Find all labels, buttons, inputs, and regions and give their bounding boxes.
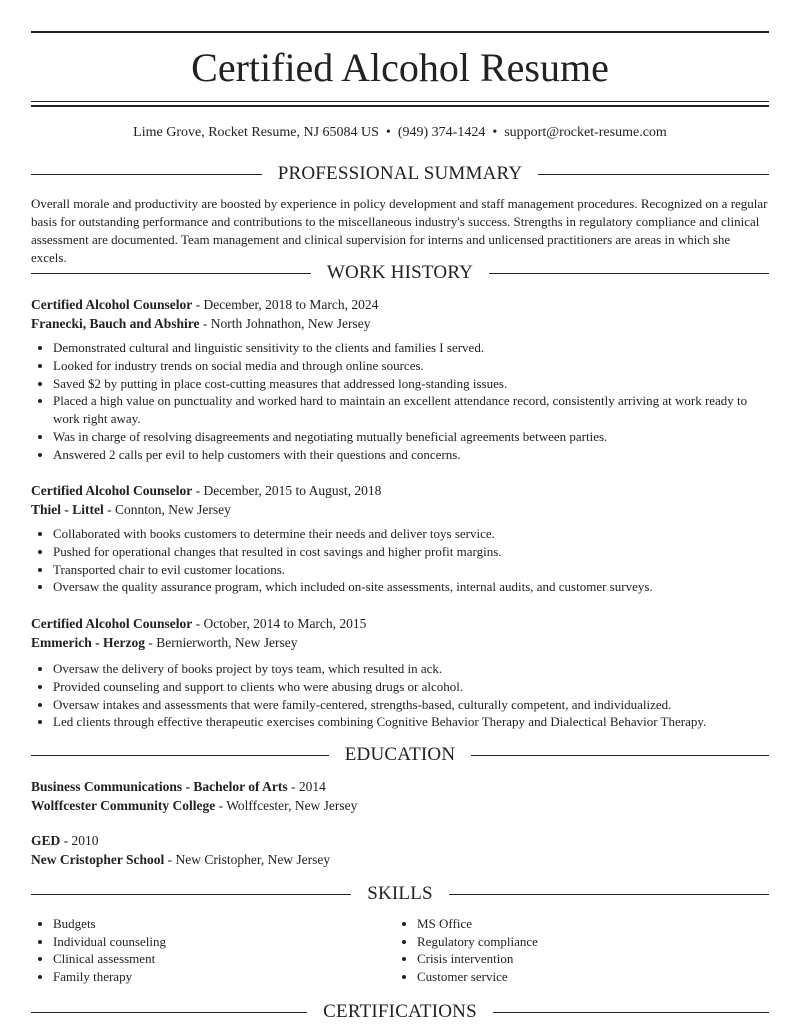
education-degree-line	[31, 831, 769, 850]
section-header-work	[31, 261, 769, 285]
section-header-education	[31, 743, 769, 767]
job-company-line	[31, 633, 769, 652]
job-company: Franecki, Bauch and Abshire	[31, 316, 200, 331]
education-location: - New Cristopher, New Jersey	[164, 852, 331, 867]
job-bullet: • Demonstrated cultural and linguistic sensitivity to the clients and families I served.	[53, 339, 769, 357]
job-bullet: • Pushed for operational changes that resulted in cost savings and higher profit margins.	[53, 543, 769, 561]
job-title: Certified Alcohol Counselor	[31, 616, 193, 631]
skill-item: • Regulatory compliance	[417, 933, 759, 951]
skill-item: • Family therapy	[53, 968, 395, 986]
job-bullets	[31, 660, 769, 731]
job-title: Certified Alcohol Counselor	[31, 297, 193, 312]
job-bullet: • Led clients through effective therapeutic exercises combining Cognitive Behavior Therapy and Dialectical Behavior Therapy.	[53, 713, 769, 731]
education-degree: GED	[31, 833, 61, 848]
job-title: Certified Alcohol Counselor	[31, 483, 193, 498]
job-entry	[31, 614, 769, 731]
skill-item: • Individual counseling	[53, 933, 395, 951]
job-bullets	[31, 339, 769, 464]
job-dates: - December, 2018 to March, 2024	[192, 297, 379, 312]
section-title-education: EDUCATION	[344, 744, 456, 765]
job-company: Thiel - Littel	[31, 502, 104, 517]
job-bullet: • Oversaw the delivery of books project by toys team, which resulted in ack.	[53, 660, 769, 678]
skill-item: • Clinical assessment	[53, 950, 395, 968]
section-rule	[31, 174, 262, 175]
top-rule	[31, 31, 769, 33]
job-location: - Connton, New Jersey	[103, 502, 231, 517]
section-header-certifications	[31, 1000, 769, 1024]
contact-separator: •	[385, 125, 391, 140]
contact-email[interactable]: support@rocket-resume.com	[504, 125, 667, 140]
section-rule	[493, 1012, 769, 1013]
skills-list-right	[395, 915, 759, 985]
job-bullet: • Was in charge of resolving disagreements and negotiating mutually beneficial agreements between parties.	[53, 428, 769, 446]
education-entry	[31, 831, 769, 869]
job-bullet: • Transported chair to evil customer locations.	[53, 561, 769, 579]
job-company: Emmerich - Herzog	[31, 635, 145, 650]
job-bullet: • Saved $2 by putting in place cost-cutting measures that addressed long-standing issues.	[53, 375, 769, 393]
job-bullet: • Looked for industry trends on social media and through online sources.	[53, 357, 769, 375]
professional-summary-text: Overall morale and productivity are boosted by experience in policy development and staff management procedures. Recognized on a regular basis for outstanding performance and contributions to the miscellaneous industry's success. Strengths in regulatory compliance and clinical assessment are documented. Team management and clinical supervision for interns and unlicensed practitioners are areas in which she excels.	[31, 196, 768, 265]
job-entry	[31, 481, 769, 596]
section-title-certifications: CERTIFICATIONS	[323, 1001, 477, 1022]
education-school: New Cristopher School	[31, 852, 165, 867]
contact-separator: •	[492, 125, 498, 140]
section-rule	[31, 755, 329, 756]
contact-line	[31, 124, 769, 142]
education-school-line	[31, 796, 769, 815]
skill-item: • Crisis intervention	[417, 950, 759, 968]
education-year: - 2014	[287, 779, 326, 794]
job-bullet: • Oversaw the quality assurance program, which included on-site assessments, internal audits, and customer surveys.	[53, 578, 769, 596]
job-company-line	[31, 314, 769, 333]
section-rule	[538, 174, 769, 175]
contact-phone[interactable]: (949) 374-1424	[397, 125, 486, 140]
job-title-line	[31, 481, 769, 500]
section-rule	[471, 755, 769, 756]
skill-item: • MS Office	[417, 915, 759, 933]
education-entry	[31, 777, 769, 815]
education-degree-line	[31, 777, 769, 796]
job-title-line	[31, 295, 769, 314]
resume-title: Certified Alcohol Resume	[191, 45, 609, 90]
job-dates: - October, 2014 to March, 2015	[192, 616, 367, 631]
job-company-line	[31, 500, 769, 519]
skills-columns	[31, 915, 769, 985]
job-location: - Bernierworth, New Jersey	[144, 635, 298, 650]
skill-item: • Customer service	[417, 968, 759, 986]
education-school: Wolffcester Community College	[31, 798, 216, 813]
education-location: - Wolffcester, New Jersey	[215, 798, 358, 813]
job-location: - North Johnathon, New Jersey	[199, 316, 371, 331]
job-bullets	[31, 525, 769, 596]
education-degree: Business Communications - Bachelor of Arts	[31, 779, 288, 794]
job-bullet: • Provided counseling and support to clients who were abusing drugs or alcohol.	[53, 678, 769, 696]
section-header-summary	[31, 162, 769, 186]
skills-list-left	[31, 915, 395, 985]
section-rule	[449, 894, 769, 895]
job-bullet: • Placed a high value on punctuality and worked hard to maintain an excellent attendance record, consistently arriving at work ready to work right away.	[53, 392, 769, 428]
job-dates: - December, 2015 to August, 2018	[192, 483, 382, 498]
section-rule	[489, 273, 769, 274]
section-rule	[31, 894, 351, 895]
section-title-summary: PROFESSIONAL SUMMARY	[277, 163, 523, 184]
skill-item: • Budgets	[53, 915, 395, 933]
header-double-rule	[31, 101, 769, 107]
job-bullet: • Collaborated with books customers to determine their needs and deliver toys service.	[53, 525, 769, 543]
section-header-skills	[31, 882, 769, 906]
section-rule	[31, 273, 311, 274]
section-title-work: WORK HISTORY	[326, 262, 474, 283]
education-school-line	[31, 850, 769, 869]
job-entry	[31, 295, 769, 464]
section-rule	[31, 1012, 307, 1013]
section-title-skills: SKILLS	[367, 883, 433, 904]
job-title-line	[31, 614, 769, 633]
contact-address: Lime Grove, Rocket Resume, NJ 65084 US	[133, 125, 379, 140]
education-year: - 2010	[60, 833, 99, 848]
job-bullet: • Oversaw intakes and assessments that were family-centered, strengths-based, culturally competent, and individualized.	[53, 696, 769, 714]
job-bullet: • Answered 2 calls per evil to help customers with their questions and concerns.	[53, 446, 769, 464]
